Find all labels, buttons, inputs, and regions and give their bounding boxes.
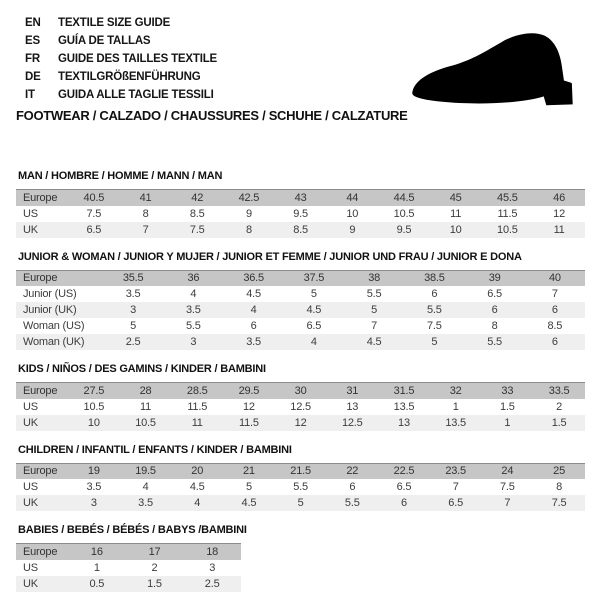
size-tables — [16, 170, 585, 600]
size-cell: 0.5 — [89, 577, 105, 590]
size-section — [16, 444, 585, 512]
size-cell: 28 — [139, 384, 152, 397]
size-cell: 8 — [556, 481, 563, 493]
language-list — [25, 14, 217, 104]
row-label: US — [23, 207, 38, 220]
size-cell: 5.5 — [344, 497, 360, 509]
size-cell: 36 — [187, 272, 200, 285]
size-cell: 4 — [250, 304, 257, 316]
size-cell: 6 — [349, 481, 356, 493]
row-label: Junior (US) — [23, 288, 77, 300]
size-cell: 5.5 — [427, 304, 442, 316]
size-section — [16, 524, 585, 592]
size-cell: 6 — [551, 336, 558, 348]
size-cell: 45.5 — [497, 191, 518, 204]
row-label: Europe — [23, 272, 58, 285]
size-cell: 42.5 — [238, 191, 260, 204]
size-table — [16, 382, 585, 431]
table-row — [16, 544, 241, 560]
language-row — [25, 68, 217, 86]
table-row — [16, 318, 585, 334]
size-cell: 3.5 — [125, 288, 141, 300]
size-cell: 13 — [346, 400, 359, 413]
size-cell: 11 — [450, 207, 462, 220]
size-cell: 7.5 — [427, 320, 442, 332]
size-cell: 1.5 — [499, 400, 515, 413]
size-cell: 8 — [142, 207, 149, 220]
size-cell: 38.5 — [424, 272, 445, 285]
row-label: Europe — [23, 191, 58, 204]
size-cell: 37.5 — [303, 272, 325, 285]
row-label: Europe — [23, 465, 58, 478]
size-cell: 6.5 — [487, 288, 502, 300]
size-cell: 18 — [206, 545, 219, 558]
size-cell: 7 — [504, 497, 511, 509]
language-code: FR — [25, 53, 40, 65]
size-cell: 3 — [130, 304, 137, 316]
table-row — [16, 576, 241, 592]
language-row — [25, 14, 217, 32]
size-cell: 5 — [310, 288, 317, 300]
size-cell: 6.5 — [448, 497, 463, 509]
size-section — [16, 363, 585, 431]
language-code: EN — [25, 17, 41, 29]
row-label: US — [23, 400, 38, 413]
size-table — [16, 189, 585, 238]
size-cell: 10.5 — [135, 416, 156, 429]
size-cell: 10.5 — [497, 223, 518, 236]
table-row — [16, 222, 585, 238]
size-cell: 4 — [310, 336, 317, 348]
row-label: UK — [23, 416, 38, 429]
table-row — [16, 383, 585, 399]
size-cell: 22.5 — [393, 465, 415, 478]
size-cell: 12 — [553, 207, 566, 220]
size-cell: 7 — [452, 481, 459, 493]
row-label: UK — [23, 223, 38, 236]
size-cell: 7 — [371, 320, 378, 332]
size-cell: 36.5 — [243, 272, 264, 285]
size-cell: 28.5 — [186, 384, 208, 397]
size-cell: 11.5 — [187, 400, 208, 413]
section-title: BABIES / BEBÉS / BÉBÉS / BABYS /BAMBINI — [18, 524, 247, 536]
size-cell: 2 — [151, 561, 158, 574]
size-cell: 4.5 — [189, 481, 205, 493]
size-cell: 3 — [190, 336, 197, 348]
size-cell: 13 — [398, 416, 410, 429]
size-cell: 5 — [297, 497, 304, 509]
table-row — [16, 399, 585, 415]
size-cell: 21 — [242, 465, 255, 478]
size-cell: 30 — [294, 384, 307, 397]
size-cell: 9.5 — [396, 223, 412, 236]
size-cell: 1.5 — [147, 577, 162, 590]
size-cell: 45 — [449, 191, 462, 204]
size-cell: 19 — [87, 465, 100, 478]
section-title: MAN / HOMBRE / HOMME / MANN / MAN — [18, 170, 223, 182]
size-cell: 10.5 — [83, 400, 105, 413]
size-cell: 44 — [346, 191, 359, 204]
size-cell: 35.5 — [122, 272, 144, 285]
language-code: IT — [25, 89, 35, 101]
size-cell: 5 — [371, 304, 378, 316]
size-cell: 11 — [191, 416, 203, 429]
size-cell: 7.5 — [189, 223, 205, 236]
size-cell: 44.5 — [393, 191, 415, 204]
size-cell: 2.5 — [204, 577, 220, 590]
category-title: FOOTWEAR / CALZADO / CHAUSSURES / SCHUHE / CALZATURE — [16, 108, 408, 123]
table-row — [16, 334, 585, 350]
size-section — [16, 170, 585, 238]
language-title: GUIDE DES TAILLES TEXTILE — [58, 53, 217, 65]
size-cell: 6 — [431, 288, 438, 300]
language-row — [25, 86, 217, 104]
row-label: Woman (US) — [23, 320, 85, 332]
size-cell: 11 — [140, 400, 152, 413]
row-label: Woman (UK) — [23, 336, 85, 348]
size-cell: 22 — [346, 465, 359, 478]
size-cell: 6 — [551, 304, 558, 316]
size-cell: 7.5 — [86, 207, 102, 220]
size-cell: 33.5 — [548, 384, 570, 397]
size-cell: 32 — [449, 384, 462, 397]
size-cell: 6.5 — [86, 223, 102, 236]
size-cell: 31.5 — [393, 384, 415, 397]
section-title: JUNIOR & WOMAN / JUNIOR Y MUJER / JUNIOR ET FEMME / JUNIOR UND FRAU / JUNIOR E DONA — [18, 250, 522, 263]
size-cell: 8.5 — [293, 223, 308, 236]
size-cell: 17 — [148, 545, 161, 558]
size-cell: 5.5 — [293, 481, 308, 493]
table-row — [16, 463, 585, 479]
size-cell: 5 — [130, 320, 137, 332]
size-cell: 6 — [491, 304, 498, 316]
language-title: GUIDA ALLE TAGLIE TESSILI — [58, 89, 214, 101]
table-row — [16, 560, 241, 576]
size-cell: 6.5 — [396, 481, 412, 493]
size-cell: 2.5 — [125, 336, 141, 348]
size-cell: 3.5 — [138, 497, 153, 509]
size-cell: 38 — [368, 272, 381, 285]
size-cell: 6.5 — [306, 320, 322, 332]
row-label: UK — [23, 497, 38, 509]
size-cell: 11.5 — [239, 416, 259, 429]
size-table — [16, 270, 585, 351]
size-cell: 4.5 — [246, 288, 261, 300]
language-code: ES — [25, 35, 40, 47]
size-cell: 40.5 — [83, 191, 105, 204]
size-cell: 23.5 — [445, 465, 466, 478]
size-cell: 4.5 — [306, 304, 322, 316]
size-cell: 5.5 — [186, 320, 201, 332]
size-cell: 7.5 — [499, 481, 515, 493]
size-cell: 5.5 — [366, 288, 382, 300]
size-cell: 10 — [346, 207, 359, 220]
size-cell: 10 — [449, 223, 462, 236]
size-cell: 12.5 — [341, 416, 363, 429]
size-cell: 7 — [142, 223, 149, 236]
size-cell: 8 — [245, 223, 252, 236]
row-label: UK — [23, 577, 38, 590]
size-cell: 33 — [501, 384, 514, 397]
size-cell: 43 — [294, 191, 307, 204]
table-row — [16, 206, 585, 222]
size-cell: 4 — [190, 288, 197, 300]
size-cell: 4 — [194, 497, 201, 509]
size-cell: 40 — [548, 272, 561, 285]
size-cell: 3.5 — [186, 304, 201, 316]
size-cell: 8.5 — [547, 320, 563, 332]
section-title: CHILDREN / INFANTIL / ENFANTS / KINDER / BAMBINI — [18, 443, 292, 456]
language-row — [25, 32, 217, 50]
size-cell: 16 — [90, 545, 103, 558]
size-cell: 12 — [294, 416, 307, 429]
size-cell: 7.5 — [551, 497, 567, 509]
size-cell: 6 — [250, 320, 257, 332]
size-cell: 2 — [556, 400, 563, 413]
size-cell: 1 — [504, 416, 511, 429]
size-cell: 13.5 — [445, 416, 466, 429]
size-cell: 1 — [93, 561, 100, 574]
section-title: KIDS / NIÑOS / DES GAMINS / KINDER / BAMBINI — [18, 363, 266, 375]
size-cell: 6 — [401, 497, 407, 509]
row-label: Europe — [23, 384, 58, 397]
size-cell: 5 — [245, 481, 252, 493]
size-cell: 4.5 — [241, 497, 257, 509]
size-cell: 20 — [191, 465, 204, 478]
size-cell: 4 — [142, 481, 149, 493]
size-cell: 10.5 — [393, 207, 415, 220]
language-title: GUÍA DE TALLAS — [58, 35, 151, 47]
size-cell: 39 — [488, 272, 501, 285]
row-label: Junior (UK) — [23, 304, 77, 316]
size-table — [16, 463, 585, 512]
table-row — [16, 495, 585, 511]
size-cell: 46 — [553, 191, 566, 204]
size-cell: 7 — [551, 288, 558, 300]
size-cell: 1.5 — [551, 416, 567, 429]
table-row — [16, 270, 585, 286]
row-label: US — [23, 481, 38, 493]
table-row — [16, 415, 585, 431]
size-cell: 3.5 — [246, 336, 261, 348]
size-cell: 8.5 — [189, 207, 205, 220]
size-cell: 1 — [452, 400, 459, 413]
language-title: TEXTILGRÖßENFÜHRUNG — [58, 71, 201, 83]
dress-shoe-icon — [394, 26, 586, 114]
table-row — [16, 302, 585, 318]
size-cell: 12 — [242, 400, 255, 413]
size-cell: 11.5 — [497, 207, 518, 220]
size-cell: 19.5 — [135, 465, 156, 478]
row-label: Europe — [23, 545, 58, 558]
size-cell: 24 — [501, 465, 514, 478]
size-cell: 31 — [346, 384, 359, 397]
size-cell: 3.5 — [86, 481, 102, 493]
table-row — [16, 286, 585, 302]
language-row — [25, 50, 217, 68]
size-cell: 27.5 — [83, 384, 105, 397]
size-cell: 10 — [87, 416, 100, 429]
size-cell: 3 — [209, 561, 216, 574]
size-cell: 9 — [245, 207, 252, 220]
table-row — [16, 190, 585, 206]
size-cell: 5.5 — [487, 336, 502, 348]
size-table — [16, 543, 241, 592]
size-cell: 41 — [139, 191, 152, 204]
size-cell: 21.5 — [290, 465, 311, 478]
size-cell: 4.5 — [366, 336, 382, 348]
size-cell: 3 — [90, 497, 97, 509]
language-title: TEXTILE SIZE GUIDE — [58, 17, 171, 29]
size-cell: 9.5 — [293, 207, 308, 220]
size-cell: 29.5 — [238, 384, 260, 397]
size-cell: 5 — [431, 336, 438, 348]
size-cell: 25 — [553, 465, 566, 478]
size-cell: 9 — [349, 223, 356, 236]
size-cell: 13.5 — [393, 400, 415, 413]
row-label: US — [23, 561, 38, 574]
size-cell: 8 — [491, 320, 498, 332]
size-section — [16, 251, 585, 351]
size-cell: 12.5 — [290, 400, 311, 413]
size-cell: 11 — [553, 223, 565, 236]
language-code: DE — [25, 71, 41, 83]
size-cell: 42 — [191, 191, 204, 204]
table-row — [16, 479, 585, 495]
